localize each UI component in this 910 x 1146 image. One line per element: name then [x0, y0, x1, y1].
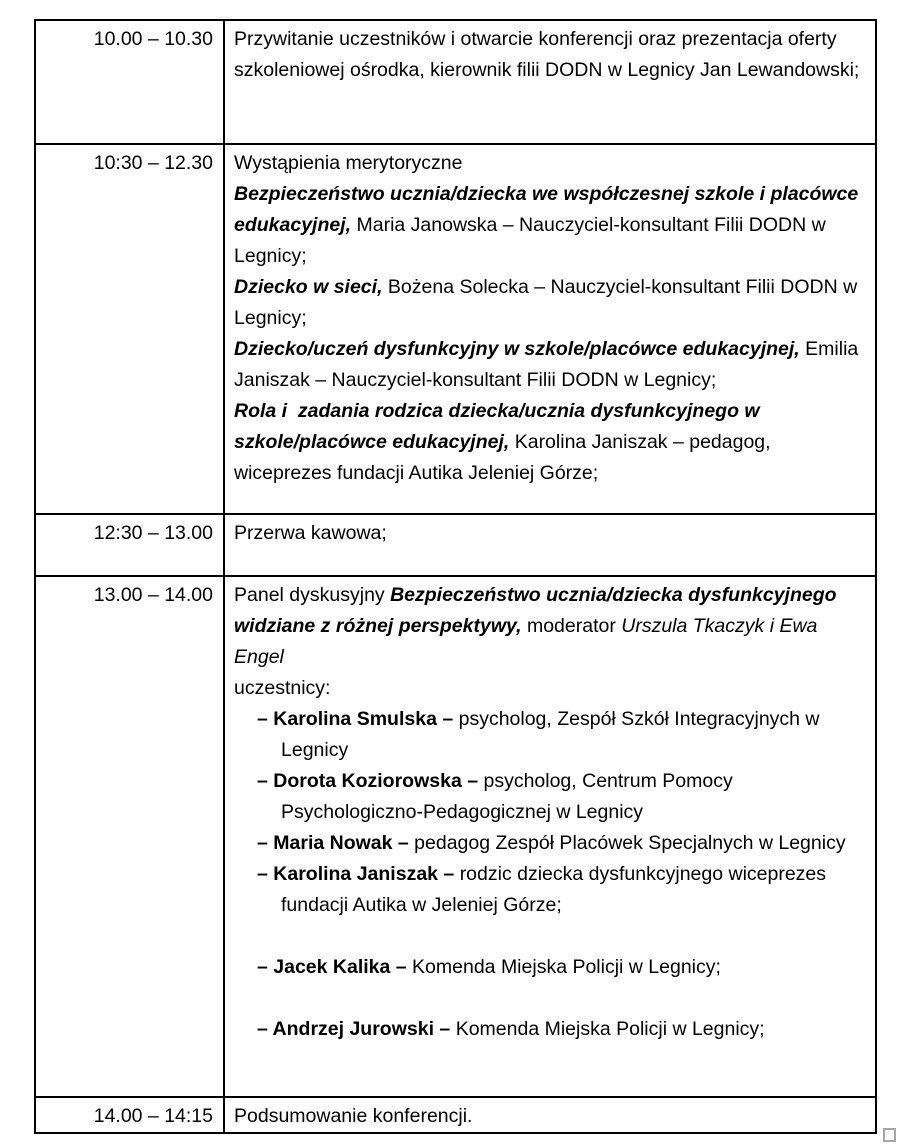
participant-list-item: [234, 828, 871, 859]
text-run: Bożena Solecka – Nauczyciel-konsultant Filii DODN w Legnicy;: [234, 276, 863, 329]
text-run: Maria Janowska – Nauczyciel-konsultant Filii DODN w Legnicy;: [234, 214, 832, 267]
time-slot: 14.00 – 14:15: [35, 1097, 224, 1133]
text-run: moderator: [521, 615, 622, 637]
paragraph: [234, 1101, 871, 1132]
schedule-row: [35, 144, 876, 514]
participant-list-item: [234, 1014, 871, 1045]
paragraph: [234, 580, 871, 673]
description-cell: [224, 514, 876, 576]
text-run: Wystąpienia merytoryczne: [234, 152, 463, 174]
participant-list-item: [234, 952, 871, 983]
text-run: – Karolina Smulska –: [257, 708, 459, 730]
description-cell: [224, 144, 876, 514]
text-run: Bezpieczeństwo ucznia/dziecka we współczesnej szkole i placówce edukacyjnej,: [234, 183, 864, 236]
text-run: – Karolina Janiszak –: [257, 863, 460, 885]
text-run: uczestnicy:: [234, 677, 331, 699]
blank-line: [234, 921, 871, 952]
paragraph: [234, 518, 871, 549]
text-run: – Andrzej Jurowski –: [257, 1018, 456, 1040]
text-run: – Dorota Koziorowska –: [257, 770, 484, 792]
schedule-row: [35, 20, 876, 144]
description-cell: [224, 1097, 876, 1133]
text-run: Komenda Miejska Policji w Legnicy;: [412, 956, 721, 978]
schedule-row: [35, 514, 876, 576]
text-run: Komenda Miejska Policji w Legnicy;: [455, 1018, 765, 1040]
text-run: Przywitanie uczestników i otwarcie konferencji oraz prezentacja oferty szkoleniowej ośrodka, kierownik filii DODN w Legnicy Jan Lewandowski;: [234, 28, 860, 81]
text-run: Urszula Tkaczyk i Ewa Engel: [234, 615, 823, 668]
text-run: Panel dyskusyjny: [234, 584, 391, 606]
text-run: rodzic dziecka dysfunkcyjnego wiceprezes fundacji Autika w Jeleniej Górze;: [281, 863, 832, 916]
participant-list-item: [234, 859, 871, 921]
paragraph: [234, 272, 871, 334]
time-slot: 12:30 – 13.00: [35, 514, 224, 576]
schedule-row: [35, 576, 876, 1097]
text-run: Emilia Janiszak – Nauczyciel-konsultant Filii DODN w Legnicy;: [234, 338, 864, 391]
text-run: Dziecko w sieci,: [234, 276, 383, 298]
text-run: – Maria Nowak –: [257, 832, 415, 854]
paragraph: [234, 334, 871, 396]
time-slot: 13.00 – 14.00: [35, 576, 224, 1097]
text-run: psycholog, Zespół Szkół Integracyjnych w Legnicy: [281, 708, 825, 761]
paragraph: [234, 673, 871, 704]
description-cell: [224, 576, 876, 1097]
paragraph: [234, 24, 871, 86]
text-run: Dziecko/uczeń dysfunkcyjny w szkole/placówce edukacyjnej,: [234, 338, 800, 360]
text-run: psycholog, Centrum Pomocy Psychologiczno-Pedagogicznej w Legnicy: [281, 770, 739, 823]
schedule-table-body: [35, 20, 876, 1133]
text-run: Karolina Janiszak – pedagog, wiceprezes fundacji Autika Jeleniej Górze;: [234, 431, 776, 484]
participant-list-item: [234, 704, 871, 766]
participant-list-item: [234, 766, 871, 828]
text-run: Podsumowanie konferencji.: [234, 1105, 473, 1127]
schedule-table: [34, 19, 877, 1134]
text-run: Bezpieczeństwo ucznia/dziecka dysfunkcyjnego widziane z różnej perspektywy,: [234, 584, 842, 637]
text-run: Rola i zadania rodzica dziecka/ucznia dysfunkcyjnego w szkole/placówce edukacyjnej,: [234, 400, 765, 453]
time-slot: 10.00 – 10.30: [35, 20, 224, 144]
text-run: – Jacek Kalika –: [257, 956, 413, 978]
time-slot: 10:30 – 12.30: [35, 144, 224, 514]
anchor-marker-square: [883, 1128, 896, 1142]
paragraph: [234, 148, 871, 179]
schedule-row: [35, 1097, 876, 1133]
description-cell: [224, 20, 876, 144]
blank-line: [234, 983, 871, 1014]
text-run: Przerwa kawowa;: [234, 522, 387, 544]
paragraph: [234, 179, 871, 272]
text-run: pedagog Zespół Placówek Specjalnych w Legnicy: [414, 832, 846, 854]
paragraph: [234, 396, 871, 489]
